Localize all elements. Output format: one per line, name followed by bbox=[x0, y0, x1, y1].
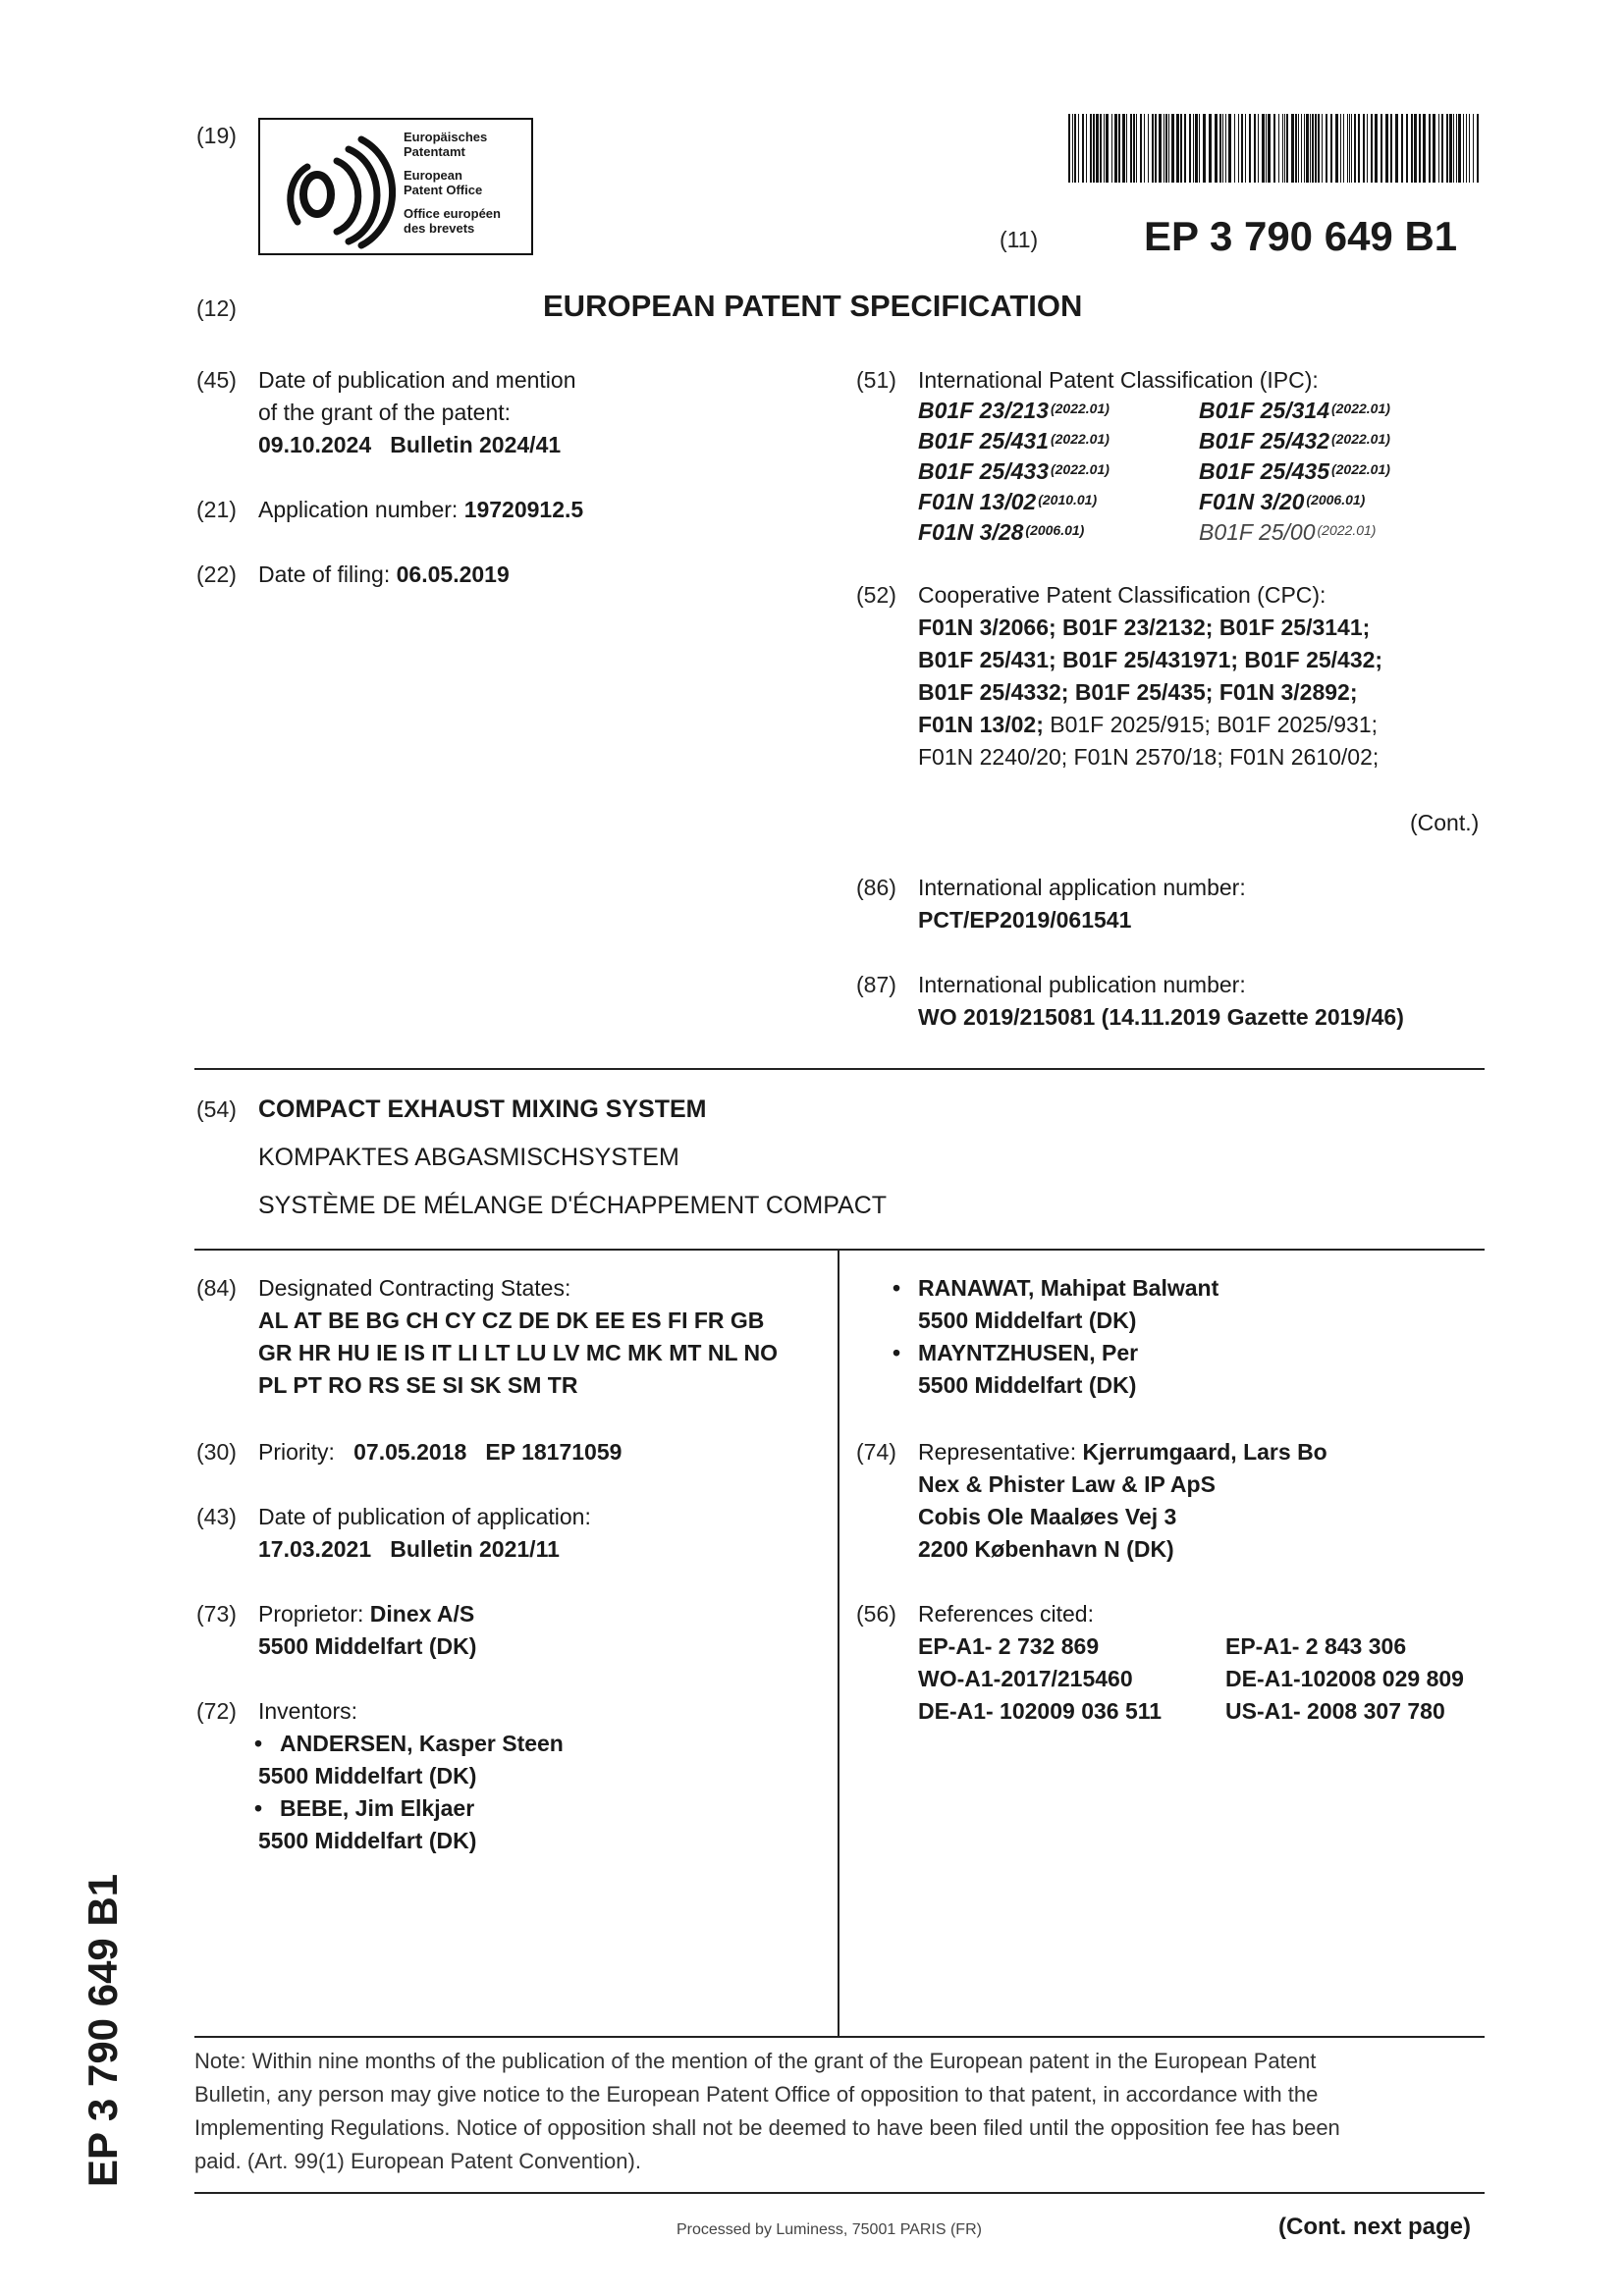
barcode-bar bbox=[1258, 114, 1259, 183]
priority-date: 07.05.2018 bbox=[353, 1439, 467, 1465]
barcode-bar bbox=[1282, 114, 1283, 183]
barcode-bar bbox=[1176, 114, 1179, 183]
representative-line-1: Nex & Phister Law & IP ApS bbox=[918, 1471, 1216, 1497]
barcode-bar bbox=[1222, 114, 1223, 183]
bullet-icon: • bbox=[893, 1340, 901, 1365]
inid-72: (72) bbox=[196, 1698, 237, 1724]
application-number-label: Application number: bbox=[258, 497, 459, 522]
reference: WO-A1-2017/215460 bbox=[918, 1666, 1133, 1691]
office-name-fr-1: Office européen bbox=[404, 206, 501, 221]
barcode-bar bbox=[1458, 114, 1461, 183]
barcode-bar bbox=[1249, 114, 1251, 183]
barcode bbox=[1068, 114, 1485, 183]
filing-date bbox=[258, 559, 510, 591]
barcode-bar bbox=[1312, 114, 1314, 183]
intl-publication-label: International publication number: bbox=[918, 972, 1246, 997]
reference: EP-A1- 2 843 306 bbox=[1225, 1633, 1407, 1659]
barcode-bar bbox=[1463, 114, 1464, 183]
references-label: References cited: bbox=[918, 1601, 1094, 1627]
continued-next-page: (Cont. next page) bbox=[1278, 2214, 1471, 2240]
reference: EP-A1- 2 732 869 bbox=[918, 1633, 1100, 1659]
barcode-bar bbox=[1473, 114, 1474, 183]
grant-label-2: of the grant of the patent: bbox=[258, 400, 512, 425]
barcode-bar bbox=[1406, 114, 1408, 183]
bullet-icon: • bbox=[254, 1731, 263, 1756]
barcode-bar bbox=[1477, 114, 1479, 183]
barcode-bar bbox=[1446, 114, 1448, 183]
reference-row bbox=[918, 1663, 1464, 1695]
application-publication-bulletin: Bulletin 2021/11 bbox=[390, 1536, 560, 1562]
barcode-bar bbox=[1433, 114, 1435, 183]
column-divider bbox=[838, 1249, 839, 2036]
processed-by: Processed by Luminess, 75001 PARIS (FR) bbox=[677, 2221, 982, 2238]
office-name-de-2: Patentamt bbox=[404, 144, 465, 159]
ipc-item: B01F 23/213 $^{(2022.01)}$ bbox=[918, 398, 1110, 423]
barcode-bar bbox=[1310, 114, 1311, 183]
barcode-bar bbox=[1326, 114, 1327, 183]
ipc-item: B01F 25/00 $^{(2022.01)}$ bbox=[1199, 519, 1377, 545]
inid-19: (19) bbox=[196, 123, 237, 148]
barcode-bar bbox=[1438, 114, 1439, 183]
barcode-bar bbox=[1347, 114, 1348, 183]
references-cited bbox=[918, 1598, 1464, 1728]
office-name-en-1: European bbox=[404, 168, 462, 183]
barcode-bar bbox=[1090, 114, 1092, 183]
barcode-bar bbox=[1148, 114, 1149, 183]
barcode-bar bbox=[1284, 114, 1285, 183]
inventor-address: 5500 Middelfart (DK) bbox=[258, 1828, 477, 1853]
barcode-bar bbox=[1354, 114, 1356, 183]
barcode-bar bbox=[1122, 114, 1125, 183]
ipc-item: B01F 25/431 $^{(2022.01)}$ bbox=[918, 428, 1110, 454]
priority-label: Priority: bbox=[258, 1439, 335, 1465]
barcode-bar bbox=[1456, 114, 1457, 183]
divider-top bbox=[194, 1068, 1485, 1070]
intl-application-label: International application number: bbox=[918, 875, 1246, 900]
barcode-bar bbox=[1367, 114, 1368, 183]
inventor-address: 5500 Middelfart (DK) bbox=[918, 1308, 1137, 1333]
inid-56: (56) bbox=[856, 1601, 896, 1627]
barcode-bar bbox=[1335, 114, 1338, 183]
barcode-bar bbox=[1375, 114, 1378, 183]
office-names bbox=[404, 130, 531, 236]
barcode-bar bbox=[1278, 114, 1279, 183]
barcode-bar bbox=[1245, 114, 1246, 183]
barcode-bar bbox=[1100, 114, 1102, 183]
barcode-bar bbox=[1318, 114, 1320, 183]
barcode-bar bbox=[1140, 114, 1142, 183]
inid-43: (43) bbox=[196, 1504, 237, 1529]
intl-publication bbox=[918, 969, 1404, 1034]
designated-states-line-2: GR HR HU IE IS IT LI LT LU LV MC MK MT NL NO bbox=[258, 1340, 778, 1365]
representative-line-3: 2200 København N (DK) bbox=[918, 1536, 1174, 1562]
barcode-bar bbox=[1268, 114, 1271, 183]
priority-number: EP 18171059 bbox=[485, 1439, 623, 1465]
ipc-item: B01F 25/433 $^{(2022.01)}$ bbox=[918, 458, 1110, 484]
barcode-bar bbox=[1168, 114, 1169, 183]
office-name-de-1: Europäisches bbox=[404, 130, 488, 144]
barcode-bar bbox=[1351, 114, 1352, 183]
inid-73: (73) bbox=[196, 1601, 237, 1627]
filing-date-label: Date of filing: bbox=[258, 561, 391, 587]
barcode-bar bbox=[1195, 114, 1198, 183]
barcode-bar bbox=[1234, 114, 1235, 183]
inid-87: (87) bbox=[856, 972, 896, 997]
barcode-bar bbox=[1395, 114, 1398, 183]
priority bbox=[258, 1436, 622, 1468]
inid-11: (11) bbox=[1000, 227, 1039, 252]
barcode-bar bbox=[1189, 114, 1191, 183]
reference: DE-A1-102008 029 809 bbox=[1225, 1666, 1464, 1691]
inid-21: (21) bbox=[196, 497, 237, 522]
title-block bbox=[258, 1094, 887, 1222]
proprietor-address: 5500 Middelfart (DK) bbox=[258, 1633, 477, 1659]
intl-application-value: PCT/EP2019/061541 bbox=[918, 907, 1132, 933]
inid-86: (86) bbox=[856, 875, 896, 900]
barcode-bar bbox=[1306, 114, 1309, 183]
inventors bbox=[254, 1695, 564, 1857]
barcode-bar bbox=[1144, 114, 1145, 183]
barcode-bar bbox=[1130, 114, 1132, 183]
barcode-bar bbox=[1429, 114, 1431, 183]
barcode-bar bbox=[1184, 114, 1186, 183]
barcode-bar bbox=[1219, 114, 1221, 183]
grant-date bbox=[258, 429, 576, 461]
barcode-bar bbox=[1262, 114, 1265, 183]
barcode-bar bbox=[1411, 114, 1413, 183]
barcode-bar bbox=[1363, 114, 1365, 183]
ipc-table bbox=[918, 396, 1390, 548]
barcode-bar bbox=[1228, 114, 1231, 183]
barcode-bar bbox=[1441, 114, 1443, 183]
cpc-line-4: F01N 13/02; B01F 2025/915; B01F 2025/931; bbox=[918, 712, 1379, 737]
barcode-bar bbox=[1136, 114, 1137, 183]
barcode-bar bbox=[1078, 114, 1079, 183]
barcode-bar bbox=[1225, 114, 1226, 183]
title-en: COMPACT EXHAUST MIXING SYSTEM bbox=[258, 1095, 707, 1123]
grant-label-1: Date of publication and mention bbox=[258, 367, 576, 393]
barcode-bar bbox=[1414, 114, 1417, 183]
ipc-item: B01F 25/314 $^{(2022.01)}$ bbox=[1199, 398, 1390, 423]
representative bbox=[918, 1436, 1327, 1566]
application-publication bbox=[258, 1501, 591, 1566]
side-publication-number: EP 3 790 649 B1 bbox=[80, 1873, 126, 2187]
barcode-bar bbox=[1254, 114, 1256, 183]
note-line-1: Note: Within nine months of the publication of the mention of the grant of the European patent in the European Patent bbox=[194, 2049, 1317, 2073]
barcode-bar bbox=[1304, 114, 1305, 183]
reference-row bbox=[918, 1695, 1464, 1728]
barcode-bar bbox=[1068, 114, 1070, 183]
inid-51: (51) bbox=[856, 367, 896, 393]
designated-states bbox=[258, 1272, 778, 1402]
barcode-bar bbox=[1074, 114, 1076, 183]
barcode-bar bbox=[1453, 114, 1454, 183]
inventors-continued bbox=[893, 1272, 1218, 1402]
barcode-bar bbox=[1114, 114, 1117, 183]
barcode-bar bbox=[1315, 114, 1317, 183]
barcode-bar bbox=[1165, 114, 1167, 183]
designated-states-line-3: PL PT RO RS SE SI SK SM TR bbox=[258, 1372, 578, 1398]
grant-date-block bbox=[258, 364, 576, 461]
cpc-line-1: F01N 3/2066; B01F 23/2132; B01F 25/3141; bbox=[918, 614, 1371, 640]
designated-states-line-1: AL AT BE BG CH CY CZ DE DK EE ES FI FR GB bbox=[258, 1308, 765, 1333]
barcode-bar bbox=[1349, 114, 1350, 183]
title-de: KOMPAKTES ABGASMISCHSYSTEM bbox=[258, 1144, 679, 1171]
barcode-bar bbox=[1380, 114, 1382, 183]
barcode-bar bbox=[1215, 114, 1218, 183]
proprietor-name: Dinex A/S bbox=[369, 1601, 475, 1627]
proprietor-label: Proprietor: bbox=[258, 1601, 364, 1627]
inventors-label: Inventors: bbox=[258, 1698, 357, 1724]
barcode-bar bbox=[1322, 114, 1323, 183]
epo-emblem-icon bbox=[268, 124, 396, 249]
barcode-bar bbox=[1423, 114, 1426, 183]
inventor-name: • MAYNTZHUSEN, Per bbox=[893, 1337, 1218, 1369]
inid-22: (22) bbox=[196, 561, 237, 587]
barcode-bar bbox=[1466, 114, 1467, 183]
barcode-bar bbox=[1126, 114, 1127, 183]
note-line-3: Implementing Regulations. Notice of opposition shall not be deemed to have been filed until the opposition fee has been bbox=[194, 2115, 1340, 2140]
document-type: EUROPEAN PATENT SPECIFICATION bbox=[543, 289, 1083, 323]
reference: US-A1- 2008 307 780 bbox=[1225, 1698, 1445, 1724]
barcode-bar bbox=[1104, 114, 1105, 183]
barcode-bar bbox=[1343, 114, 1344, 183]
cpc-label: Cooperative Patent Classification (CPC): bbox=[918, 582, 1326, 608]
cpc-line-2: B01F 25/431; B01F 25/431971; B01F 25/432; bbox=[918, 647, 1383, 672]
reference-row bbox=[918, 1630, 1464, 1663]
bullet-icon: • bbox=[893, 1275, 901, 1301]
intl-application bbox=[918, 872, 1246, 936]
ipc-item: F01N 3/20 $^{(2006.01)}$ bbox=[1199, 489, 1366, 514]
intl-publication-value: WO 2019/215081 (14.11.2019 Gazette 2019/46) bbox=[918, 1004, 1404, 1030]
barcode-bar bbox=[1371, 114, 1373, 183]
barcode-bar bbox=[1155, 114, 1157, 183]
barcode-bar bbox=[1072, 114, 1073, 183]
barcode-bar bbox=[1330, 114, 1332, 183]
barcode-bar bbox=[1180, 114, 1182, 183]
barcode-bar bbox=[1086, 114, 1087, 183]
barcode-bar bbox=[1159, 114, 1162, 183]
ipc-item: F01N 13/02 $^{(2010.01)}$ bbox=[918, 489, 1098, 514]
barcode-bar bbox=[1340, 114, 1341, 183]
office-name-en-2: Patent Office bbox=[404, 183, 483, 197]
barcode-bar bbox=[1241, 114, 1243, 183]
cpc-line-3: B01F 25/4332; B01F 25/435; F01N 3/2892; bbox=[918, 679, 1358, 705]
barcode-bar bbox=[1266, 114, 1267, 183]
ipc-item: B01F 25/432 $^{(2022.01)}$ bbox=[1199, 428, 1390, 454]
barcode-bar bbox=[1449, 114, 1452, 183]
inid-54: (54) bbox=[196, 1096, 237, 1122]
epo-logo bbox=[258, 118, 533, 255]
barcode-bar bbox=[1273, 114, 1275, 183]
barcode-bar bbox=[1286, 114, 1288, 183]
note-line-4: paid. (Art. 99(1) European Patent Convention). bbox=[194, 2149, 641, 2173]
publication-number: EP 3 790 649 B1 bbox=[1144, 213, 1458, 259]
barcode-bar bbox=[1469, 114, 1470, 183]
reference: DE-A1- 102009 036 511 bbox=[918, 1698, 1163, 1724]
representative-label: Representative: bbox=[918, 1439, 1077, 1465]
barcode-bar bbox=[1291, 114, 1294, 183]
application-publication-date: 17.03.2021 bbox=[258, 1536, 372, 1562]
inventor-name: • ANDERSEN, Kasper Steen bbox=[258, 1728, 564, 1760]
office-name-fr-2: des brevets bbox=[404, 221, 475, 236]
barcode-bar bbox=[1152, 114, 1154, 183]
grant-bulletin: Bulletin 2024/41 bbox=[390, 432, 562, 457]
barcode-bar bbox=[1358, 114, 1360, 183]
representative-line-2: Cobis Ole Maaløes Vej 3 bbox=[918, 1504, 1177, 1529]
title-fr: SYSTÈME DE MÉLANGE D'ÉCHAPPEMENT COMPACT bbox=[258, 1192, 888, 1219]
opposition-note bbox=[194, 2045, 1340, 2178]
proprietor bbox=[258, 1598, 476, 1663]
barcode-bar bbox=[1295, 114, 1297, 183]
divider-bottom bbox=[194, 2036, 1485, 2038]
barcode-bar bbox=[1133, 114, 1135, 183]
barcode-bar bbox=[1301, 114, 1302, 183]
barcode-bar bbox=[1199, 114, 1200, 183]
barcode-bar bbox=[1118, 114, 1120, 183]
barcode-bar bbox=[1096, 114, 1099, 183]
bullet-icon: • bbox=[254, 1795, 263, 1821]
inid-84: (84) bbox=[196, 1275, 237, 1301]
grant-date-value: 09.10.2024 bbox=[258, 432, 372, 457]
barcode-bar bbox=[1390, 114, 1392, 183]
representative-name: Kjerrumgaard, Lars Bo bbox=[1082, 1439, 1327, 1465]
ipc-item: F01N 3/28 $^{(2006.01)}$ bbox=[918, 519, 1085, 545]
cpc-line-5: F01N 2240/20; F01N 2570/18; F01N 2610/02; bbox=[918, 744, 1380, 770]
barcode-bar bbox=[1385, 114, 1388, 183]
inid-45: (45) bbox=[196, 367, 237, 393]
barcode-bar bbox=[1209, 114, 1212, 183]
barcode-bar bbox=[1106, 114, 1109, 183]
designated-states-label: Designated Contracting States: bbox=[258, 1275, 571, 1301]
inid-52: (52) bbox=[856, 582, 896, 608]
ipc-item: B01F 25/435 $^{(2022.01)}$ bbox=[1199, 458, 1390, 484]
barcode-bar bbox=[1093, 114, 1095, 183]
divider-footer bbox=[194, 2192, 1485, 2194]
inventor-address: 5500 Middelfart (DK) bbox=[918, 1372, 1137, 1398]
cpc-block bbox=[918, 579, 1382, 774]
barcode-bar bbox=[1111, 114, 1112, 183]
divider-middle bbox=[194, 1249, 1485, 1251]
barcode-bar bbox=[1082, 114, 1084, 183]
barcode-bar bbox=[1419, 114, 1421, 183]
barcode-bar bbox=[1203, 114, 1206, 183]
ipc-label: International Patent Classification (IPC): bbox=[918, 367, 1319, 393]
note-line-2: Bulletin, any person may give notice to the European Patent Office of opposition to that patent, in accordance with the bbox=[194, 2082, 1319, 2107]
application-number bbox=[258, 494, 583, 526]
barcode-bar bbox=[1401, 114, 1403, 183]
filing-date-value: 06.05.2019 bbox=[396, 561, 510, 587]
barcode-bar bbox=[1238, 114, 1239, 183]
application-number-value: 19720912.5 bbox=[463, 497, 584, 522]
barcode-bar bbox=[1171, 114, 1174, 183]
inid-30: (30) bbox=[196, 1439, 237, 1465]
inid-74: (74) bbox=[856, 1439, 896, 1465]
application-publication-label: Date of publication of application: bbox=[258, 1504, 591, 1529]
inventor-address: 5500 Middelfart (DK) bbox=[258, 1763, 477, 1789]
barcode-bar bbox=[1298, 114, 1299, 183]
inventor-name: • RANAWAT, Mahipat Balwant bbox=[893, 1272, 1218, 1305]
cpc-cont: (Cont.) bbox=[1410, 810, 1480, 835]
inid-12: (12) bbox=[196, 295, 237, 321]
inventor-name: • BEBE, Jim Elkjaer bbox=[258, 1792, 564, 1825]
barcode-bar bbox=[1193, 114, 1194, 183]
